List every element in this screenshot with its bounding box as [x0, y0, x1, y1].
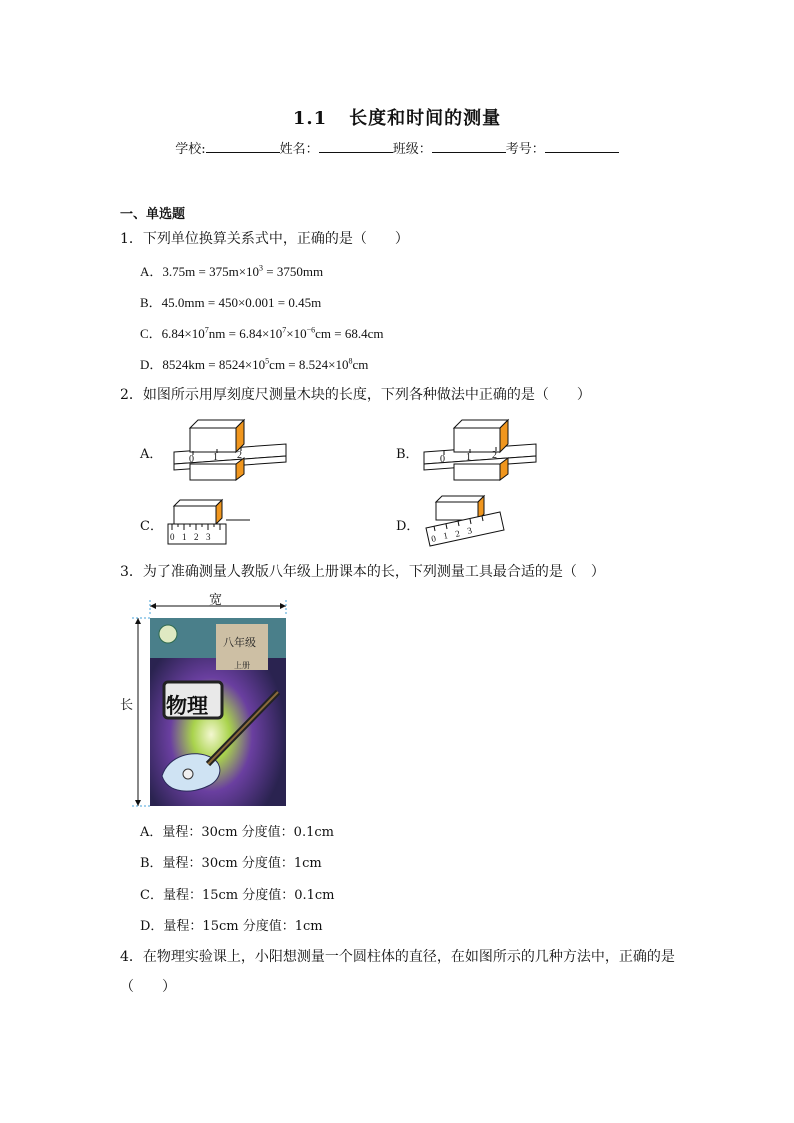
tick-label: 1 — [466, 452, 471, 463]
tick-label: 1 — [213, 452, 218, 463]
book-grade: 八年级 — [223, 636, 256, 649]
name-blank[interactable] — [319, 140, 393, 153]
q3-option-d[interactable]: D．量程：15cm 分度值：1cm — [140, 919, 323, 934]
q3-stem: 3．为了准确测量人教版八年级上册课本的长，下列测量工具最合适的是（ ） — [120, 564, 605, 580]
title-number: 1.1 — [292, 108, 328, 129]
option-text: cm = 8.524×10 — [269, 357, 349, 372]
width-label: 宽 — [209, 593, 223, 608]
option-text: 6.84×10 — [161, 326, 205, 341]
option-text: 8524km = 8524×10 — [162, 357, 266, 372]
q2-figure-b — [420, 418, 548, 488]
tick-label: 2 — [492, 450, 497, 461]
q2-figure-a — [164, 418, 292, 488]
exponent: −6 — [306, 325, 316, 335]
option-text: nm = 6.84×10 — [208, 326, 283, 341]
option-label: D． — [140, 357, 163, 372]
examno-label: 考号： — [505, 142, 545, 157]
tick-label: 0 — [189, 454, 194, 465]
textbook-image — [128, 588, 288, 810]
name-label: 姓名： — [279, 142, 319, 157]
length-label: 长 — [120, 698, 134, 713]
page-title — [0, 104, 794, 130]
tick-label: 1 — [442, 530, 449, 541]
school-blank[interactable] — [206, 140, 280, 153]
tick-label: 3 — [466, 525, 473, 536]
tick-label: 2 — [237, 450, 242, 461]
option-text: 45.0mm = 450×0.001 = 0.45m — [161, 295, 322, 310]
q2-option-c-label[interactable]: C． — [140, 519, 163, 534]
option-text: cm — [352, 357, 369, 372]
q1-option-b[interactable] — [140, 292, 321, 311]
option-label: B． — [140, 295, 162, 310]
textbook-figure — [128, 588, 288, 810]
tick-label: 0 — [440, 454, 445, 465]
book-subject: 物理 — [166, 693, 208, 718]
q2-option-a-label[interactable]: A． — [140, 447, 163, 462]
option-text: 3.75m = 375m×10 — [162, 264, 260, 279]
section-heading: 一、单选题 — [120, 207, 186, 222]
option-label: A． — [140, 264, 163, 279]
q4-stem: 4．在物理实验课上，小阳想测量一个圆柱体的直径，在如图所示的几种方法中，正确的是 — [120, 949, 675, 965]
examno-blank[interactable] — [545, 140, 619, 153]
q2-figure-c — [164, 494, 254, 550]
student-info-line — [0, 138, 794, 157]
tick-label: 0 — [170, 532, 175, 542]
tick-label: 2 — [194, 532, 199, 542]
q2-option-d-label[interactable]: D． — [396, 519, 420, 534]
q3-option-a[interactable]: A．量程：30cm 分度值：0.1cm — [140, 825, 334, 840]
class-blank[interactable] — [432, 140, 506, 153]
tick-label: 3 — [206, 532, 211, 542]
exponent: 3 — [259, 263, 264, 273]
q1-option-d[interactable] — [140, 354, 368, 373]
option-text: cm = 68.4cm — [315, 326, 384, 341]
option-label: C． — [140, 326, 162, 341]
exponent: 8 — [348, 356, 353, 366]
q3-option-b[interactable]: B．量程：30cm 分度值：1cm — [140, 856, 322, 871]
q1-option-a[interactable] — [140, 261, 323, 280]
exponent: 5 — [265, 356, 270, 366]
option-text: ×10 — [286, 326, 307, 341]
tick-label: 2 — [454, 528, 461, 539]
exponent: 7 — [282, 325, 287, 335]
q2-option-b-label[interactable]: B． — [396, 447, 419, 462]
tick-label: 0 — [430, 533, 437, 544]
q1-option-c[interactable] — [140, 323, 384, 342]
q2-figure-d — [424, 490, 510, 552]
book-volume: 上册 — [234, 661, 250, 670]
school-label: 学校: — [175, 142, 206, 157]
q1-stem: 1．下列单位换算关系式中，正确的是（ ） — [120, 231, 409, 247]
q4-answer-bracket: （ ） — [120, 979, 176, 995]
title-text: 长度和时间的测量 — [349, 108, 502, 129]
q3-option-c[interactable]: C．量程：15cm 分度值：0.1cm — [140, 888, 335, 903]
q2-stem: 2．如图所示用厚刻度尺测量木块的长度，下列各种做法中正确的是（ ） — [120, 387, 591, 403]
option-text: = 3750mm — [263, 264, 324, 279]
class-label: 班级： — [392, 142, 432, 157]
tick-label: 1 — [182, 532, 187, 542]
exponent: 7 — [204, 325, 209, 335]
